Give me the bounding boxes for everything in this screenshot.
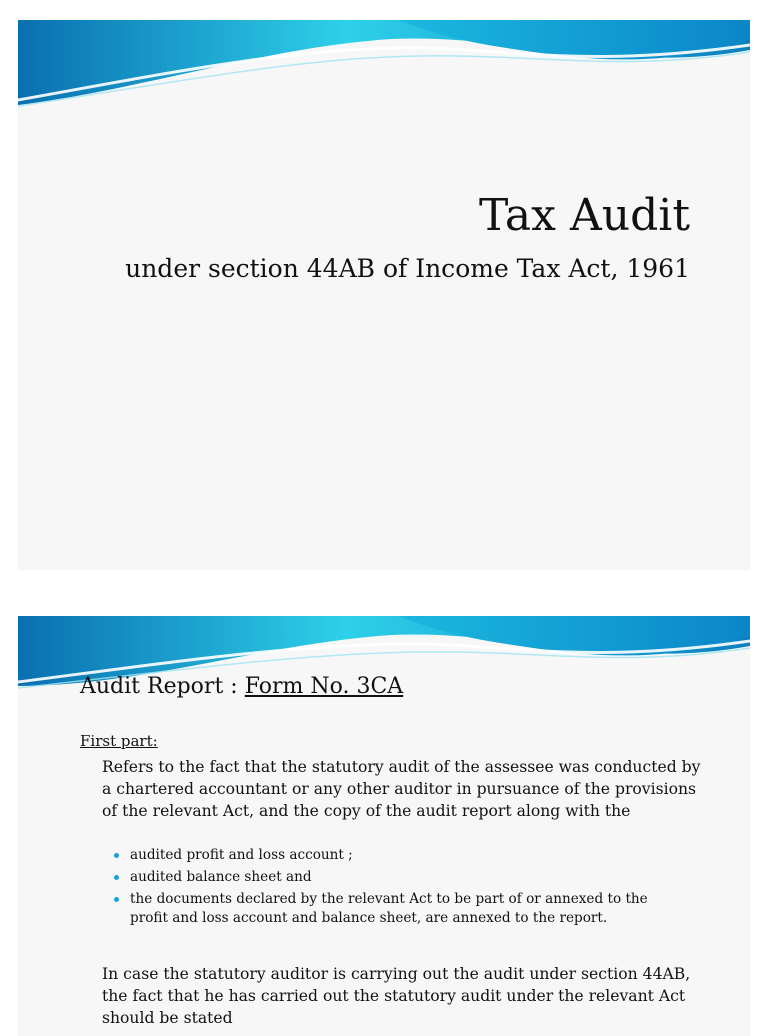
form-link[interactable]: Form No. 3CA — [244, 674, 404, 699]
paragraph-statutory-auditor: In case the statutory auditor is carrying out the audit under section 44AB, the fact that he has carried out the statutory audit under the relevant Act should be stated — [102, 965, 691, 1027]
slide-title-text: Tax Audit — [479, 190, 690, 241]
list-item-text: audited profit and loss account ; — [130, 847, 353, 863]
list-item-text: the documents declared by the relevant Act to be part of or annexed to the profit and loss account and balance sheet, are annexed to the report. — [130, 891, 648, 926]
bullet-icon — [114, 875, 119, 880]
list-item-text: audited balance sheet and — [130, 869, 312, 885]
heading-prefix: Audit Report : — [80, 674, 245, 699]
paragraph-first-part: Refers to the fact that the statutory audit of the assessee was conducted by a chartered accountant or any other auditor in pursuance of the provisions of the relevant Act, and the copy of the audit report along with the — [102, 758, 701, 820]
slide-subtitle-text: under section 44AB of Income Tax Act, 1961 — [125, 254, 690, 283]
slide-audit-report — [18, 616, 750, 1036]
bullet-icon — [114, 897, 119, 902]
list-item — [102, 890, 662, 928]
bullet-list — [102, 846, 662, 931]
header-wave-decoration — [18, 20, 750, 110]
first-part-label: First part: — [80, 732, 158, 750]
bullet-icon — [114, 853, 119, 858]
list-item — [102, 868, 662, 887]
slide-heading — [80, 674, 403, 699]
list-item — [102, 846, 662, 865]
slide-title — [18, 20, 750, 570]
